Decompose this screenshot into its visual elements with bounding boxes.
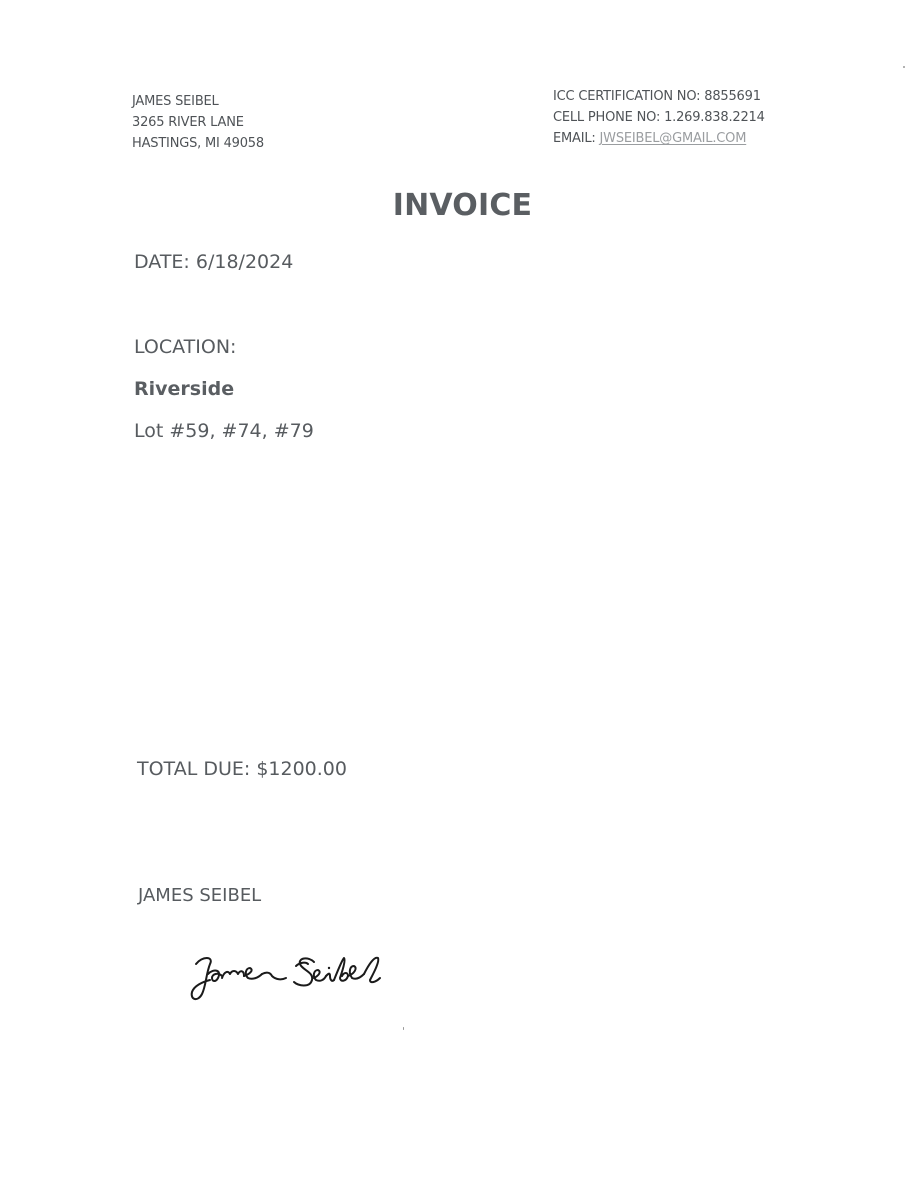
cell-number: 1.269.838.2214 bbox=[664, 110, 765, 125]
signature-strokes bbox=[192, 958, 380, 999]
lot-numbers: Lot #59, #74, #79 bbox=[134, 420, 314, 442]
scan-speck bbox=[903, 66, 905, 68]
cell-label: CELL PHONE NO: bbox=[553, 110, 661, 125]
date-label: DATE: bbox=[134, 251, 190, 273]
total-due bbox=[137, 758, 347, 780]
email-link[interactable]: JWSEIBEL@GMAIL.COM bbox=[599, 131, 747, 146]
signer-printed-name: JAMES SEIBEL bbox=[138, 885, 262, 906]
sender-address-block bbox=[132, 91, 264, 154]
sender-street: 3265 RIVER LANE bbox=[132, 115, 244, 130]
invoice-title-text: INVOICE bbox=[392, 188, 533, 223]
total-amount: $1200.00 bbox=[256, 758, 347, 780]
cell-phone-line bbox=[553, 107, 765, 128]
invoice-title bbox=[0, 188, 921, 223]
email-line bbox=[553, 128, 765, 149]
signature-i-dot bbox=[328, 967, 330, 969]
scan-speck bbox=[403, 1027, 404, 1030]
icc-number: 8855691 bbox=[704, 89, 761, 104]
email-label: EMAIL: bbox=[553, 131, 596, 146]
icc-label: ICC CERTIFICATION NO: bbox=[553, 89, 701, 104]
sender-name: JAMES SEIBEL bbox=[132, 94, 219, 109]
location-label: LOCATION: bbox=[134, 336, 237, 358]
date-value: 6/18/2024 bbox=[195, 251, 294, 273]
icc-certification-line bbox=[553, 86, 765, 107]
contact-info-block bbox=[553, 86, 765, 149]
location-name: Riverside bbox=[134, 378, 235, 400]
handwritten-signature bbox=[188, 950, 403, 1010]
sender-city-state-zip: HASTINGS, MI 49058 bbox=[132, 136, 264, 151]
total-label: TOTAL DUE: bbox=[137, 758, 251, 780]
invoice-date bbox=[134, 251, 293, 273]
